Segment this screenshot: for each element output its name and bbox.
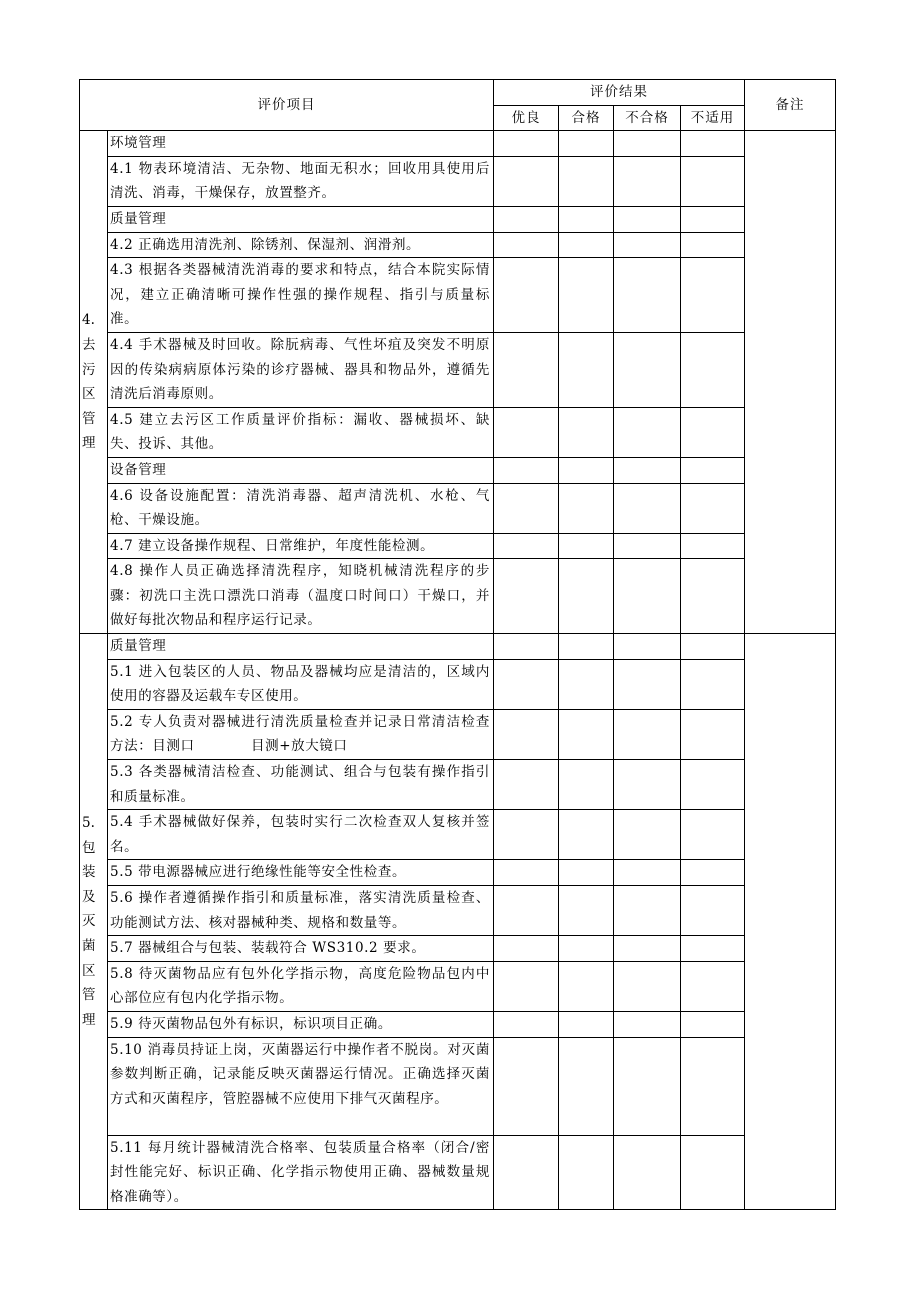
result-excellent-cell[interactable]: [494, 709, 559, 759]
table-row: [80, 533, 836, 559]
item-cell: 4.1 物表环境清洁、无杂物、地面无积水；回收用具使用后清洗、消毒，干燥保存，放置整齐。: [108, 156, 494, 206]
item-cell: 质量管理: [108, 206, 494, 232]
result-qualified-cell[interactable]: [559, 860, 614, 886]
result-not-applicable-cell[interactable]: [681, 332, 745, 407]
result-excellent-cell[interactable]: [494, 659, 559, 709]
result-unqualified-cell[interactable]: [614, 659, 681, 709]
result-qualified-cell[interactable]: [559, 457, 614, 483]
table-row: [80, 1135, 836, 1210]
header-qualified: 合格: [559, 105, 614, 131]
result-not-applicable-cell[interactable]: [681, 936, 745, 962]
result-excellent-cell[interactable]: [494, 961, 559, 1011]
result-unqualified-cell[interactable]: [614, 156, 681, 206]
item-cell: 5.2 专人负责对器械进行清洗质量检查并记录日常清洁检查方法：目测口 目测+放大镜口: [108, 709, 494, 759]
result-unqualified-cell[interactable]: [614, 483, 681, 533]
result-excellent-cell[interactable]: [494, 206, 559, 232]
item-cell: 环境管理: [108, 131, 494, 157]
table-row: [80, 483, 836, 533]
item-cell: 设备管理: [108, 457, 494, 483]
item-cell: 4.4 手术器械及时回收。除朊病毒、气性坏疽及突发不明原因的传染病病原体污染的诊疗器械、器具和物品外，遵循先清洗后消毒原则。: [108, 332, 494, 407]
result-unqualified-cell[interactable]: [614, 1135, 681, 1210]
evaluation-table: [79, 79, 836, 1210]
table-row: [80, 559, 836, 634]
result-qualified-cell[interactable]: [559, 407, 614, 457]
result-excellent-cell[interactable]: [494, 860, 559, 886]
item-cell: 4.3 根据各类器械清洗消毒的要求和特点，结合本院实际情况，建立正确清晰可操作性强的操作规程、指引与质量标准。: [108, 258, 494, 333]
item-cell: 5.4 手术器械做好保养，包装时实行二次检查双人复核并签名。: [108, 810, 494, 860]
result-not-applicable-cell[interactable]: [681, 206, 745, 232]
result-qualified-cell[interactable]: [559, 232, 614, 258]
result-unqualified-cell[interactable]: [614, 634, 681, 660]
result-qualified-cell[interactable]: [559, 634, 614, 660]
result-excellent-cell[interactable]: [494, 1135, 559, 1210]
header-row-1: [80, 80, 836, 106]
table-row: [80, 886, 836, 936]
result-not-applicable-cell[interactable]: [681, 1011, 745, 1037]
header-unqualified: 不合格: [614, 105, 681, 131]
result-not-applicable-cell[interactable]: [681, 961, 745, 1011]
result-not-applicable-cell[interactable]: [681, 156, 745, 206]
result-excellent-cell[interactable]: [494, 810, 559, 860]
item-cell: 4.8 操作人员正确选择清洗程序，知晓机械清洗程序的步骤：初洗口主洗口漂洗口消毒（温度口时间口）干燥口，并做好每批次物品和程序运行记录。: [108, 559, 494, 634]
result-qualified-cell[interactable]: [559, 332, 614, 407]
result-excellent-cell[interactable]: [494, 634, 559, 660]
table-row: [80, 709, 836, 759]
table-row: [80, 936, 836, 962]
result-excellent-cell[interactable]: [494, 332, 559, 407]
table-row: [80, 332, 836, 407]
table-row: [80, 659, 836, 709]
result-not-applicable-cell[interactable]: [681, 810, 745, 860]
result-unqualified-cell[interactable]: [614, 457, 681, 483]
header-item: 评价项目: [80, 80, 494, 131]
result-excellent-cell[interactable]: [494, 131, 559, 157]
table-row: [80, 457, 836, 483]
result-not-applicable-cell[interactable]: [681, 760, 745, 810]
item-cell: 质量管理: [108, 634, 494, 660]
result-unqualified-cell[interactable]: [614, 1011, 681, 1037]
result-qualified-cell[interactable]: [559, 131, 614, 157]
result-not-applicable-cell[interactable]: [681, 860, 745, 886]
result-excellent-cell[interactable]: [494, 258, 559, 333]
result-not-applicable-cell[interactable]: [681, 407, 745, 457]
table-row: [80, 961, 836, 1011]
result-not-applicable-cell[interactable]: [681, 1037, 745, 1135]
item-cell: 5.9 待灭菌物品包外有标识，标识项目正确。: [108, 1011, 494, 1037]
result-excellent-cell[interactable]: [494, 533, 559, 559]
result-qualified-cell[interactable]: [559, 961, 614, 1011]
table-row: [80, 1011, 836, 1037]
table-row: [80, 810, 836, 860]
result-excellent-cell[interactable]: [494, 760, 559, 810]
result-excellent-cell[interactable]: [494, 407, 559, 457]
result-not-applicable-cell[interactable]: [681, 886, 745, 936]
result-unqualified-cell[interactable]: [614, 936, 681, 962]
result-qualified-cell[interactable]: [559, 206, 614, 232]
table-row: [80, 760, 836, 810]
remark-cell[interactable]: [745, 131, 836, 634]
result-not-applicable-cell[interactable]: [681, 1135, 745, 1210]
result-not-applicable-cell[interactable]: [681, 559, 745, 634]
header-not-applicable: 不适用: [681, 105, 745, 131]
result-qualified-cell[interactable]: [559, 559, 614, 634]
header-remark: 备注: [745, 80, 836, 131]
result-qualified-cell[interactable]: [559, 936, 614, 962]
result-unqualified-cell[interactable]: [614, 206, 681, 232]
result-qualified-cell[interactable]: [559, 258, 614, 333]
result-unqualified-cell[interactable]: [614, 760, 681, 810]
table-body: [80, 80, 836, 1210]
item-cell: 5.8 待灭菌物品应有包外化学指示物，高度危险物品包内中心部位应有包内化学指示物。: [108, 961, 494, 1011]
item-cell: 5.3 各类器械清洁检查、功能测试、组合与包装有操作指引和质量标准。: [108, 760, 494, 810]
result-unqualified-cell[interactable]: [614, 131, 681, 157]
result-excellent-cell[interactable]: [494, 232, 559, 258]
result-excellent-cell[interactable]: [494, 483, 559, 533]
remark-cell[interactable]: [745, 634, 836, 1210]
result-qualified-cell[interactable]: [559, 156, 614, 206]
item-cell: 5.5 带电源器械应进行绝缘性能等安全性检查。: [108, 860, 494, 886]
result-unqualified-cell[interactable]: [614, 860, 681, 886]
result-unqualified-cell[interactable]: [614, 232, 681, 258]
result-not-applicable-cell[interactable]: [681, 131, 745, 157]
section-label: [80, 131, 108, 634]
table-row: [80, 156, 836, 206]
result-not-applicable-cell[interactable]: [681, 659, 745, 709]
item-cell: 5.6 操作者遵循操作指引和质量标准，落实清洗质量检查、功能测试方法、核对器械种类、规格和数量等。: [108, 886, 494, 936]
result-unqualified-cell[interactable]: [614, 559, 681, 634]
table-row: [80, 258, 836, 333]
result-unqualified-cell[interactable]: [614, 258, 681, 333]
result-not-applicable-cell[interactable]: [681, 258, 745, 333]
section-label: [80, 634, 108, 1210]
item-cell: 5.7 器械组合与包装、装载符合 WS310.2 要求。: [108, 936, 494, 962]
result-excellent-cell[interactable]: [494, 936, 559, 962]
result-qualified-cell[interactable]: [559, 709, 614, 759]
item-cell: 4.6 设备设施配置：清洗消毒器、超声清洗机、水枪、气枪、干燥设施。: [108, 483, 494, 533]
result-unqualified-cell[interactable]: [614, 709, 681, 759]
result-qualified-cell[interactable]: [559, 533, 614, 559]
table-row: [80, 407, 836, 457]
result-qualified-cell[interactable]: [559, 810, 614, 860]
result-excellent-cell[interactable]: [494, 1011, 559, 1037]
result-not-applicable-cell[interactable]: [681, 709, 745, 759]
table-row: [80, 232, 836, 258]
result-unqualified-cell[interactable]: [614, 407, 681, 457]
header-result-group: 评价结果: [494, 80, 745, 106]
result-not-applicable-cell[interactable]: [681, 634, 745, 660]
result-excellent-cell[interactable]: [494, 886, 559, 936]
table-row: [80, 634, 836, 660]
result-unqualified-cell[interactable]: [614, 886, 681, 936]
result-qualified-cell[interactable]: [559, 659, 614, 709]
item-cell: 5.10 消毒员持证上岗，灭菌器运行中操作者不脱岗。对灭菌参数判断正确，记录能反映灭菌器运行情况。正确选择灭菌方式和灭菌程序，管腔器械不应使用下排气灭菌程序。: [108, 1037, 494, 1135]
result-not-applicable-cell[interactable]: [681, 457, 745, 483]
result-unqualified-cell[interactable]: [614, 961, 681, 1011]
item-cell: 4.5 建立去污区工作质量评价指标：漏收、器械损坏、缺失、投诉、其他。: [108, 407, 494, 457]
result-not-applicable-cell[interactable]: [681, 483, 745, 533]
item-cell: 5.1 进入包装区的人员、物品及器械均应是清洁的，区域内使用的容器及运载车专区使用。: [108, 659, 494, 709]
result-qualified-cell[interactable]: [559, 1011, 614, 1037]
result-unqualified-cell[interactable]: [614, 1037, 681, 1135]
section-label-text: 4. 去污区管理: [82, 312, 96, 452]
table-row: [80, 860, 836, 886]
result-qualified-cell[interactable]: [559, 483, 614, 533]
result-not-applicable-cell[interactable]: [681, 533, 745, 559]
result-qualified-cell[interactable]: [559, 1037, 614, 1135]
table-row: [80, 1037, 836, 1135]
result-qualified-cell[interactable]: [559, 760, 614, 810]
result-excellent-cell[interactable]: [494, 457, 559, 483]
result-excellent-cell[interactable]: [494, 559, 559, 634]
table-row: [80, 206, 836, 232]
result-unqualified-cell[interactable]: [614, 332, 681, 407]
header-excellent: 优良: [494, 105, 559, 131]
result-unqualified-cell[interactable]: [614, 533, 681, 559]
result-qualified-cell[interactable]: [559, 886, 614, 936]
result-not-applicable-cell[interactable]: [681, 232, 745, 258]
result-excellent-cell[interactable]: [494, 1037, 559, 1135]
table-row: [80, 131, 836, 157]
item-cell: 5.11 每月统计器械清洗合格率、包装质量合格率（闭合/密封性能完好、标识正确、化学指示物使用正确、器械数量规格准确等）。: [108, 1135, 494, 1210]
section-label-text: 5. 包装及灭菌区管理: [82, 815, 96, 1028]
result-unqualified-cell[interactable]: [614, 810, 681, 860]
item-cell: 4.7 建立设备操作规程、日常维护，年度性能检测。: [108, 533, 494, 559]
result-excellent-cell[interactable]: [494, 156, 559, 206]
item-cell: 4.2 正确选用清洗剂、除锈剂、保湿剂、润滑剂。: [108, 232, 494, 258]
result-qualified-cell[interactable]: [559, 1135, 614, 1210]
